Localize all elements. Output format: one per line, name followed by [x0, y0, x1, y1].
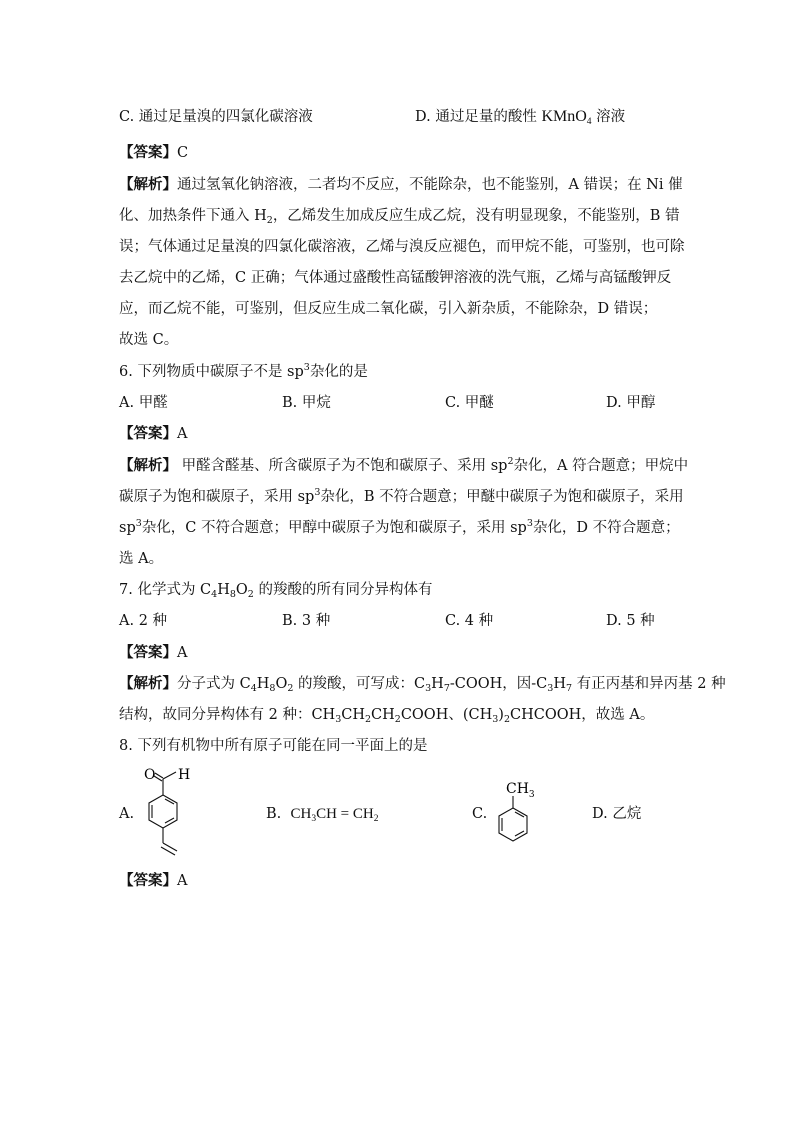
q6-analysis-line-1: 【解析】 甲醛含醛基、所含碳原子为不饱和碳原子、采用 $sp^2$杂化，A 符合题意；甲烷中 — [119, 456, 689, 474]
kmno4-formula: KMnO$_4$ — [541, 108, 592, 127]
q6-option-c: C. 甲醚 — [445, 395, 494, 411]
q5-answer — [119, 143, 188, 163]
q8-stem: 8. 下列有机物中所有原子可能在同一平面上的是 — [119, 738, 428, 754]
option-d-prefix: D. 通过足量的酸性 — [415, 109, 537, 125]
answer-label: 【答案】 — [119, 144, 177, 161]
q6-answer: 【答案】A — [119, 425, 188, 442]
q6-conclusion: 选 A。 — [119, 551, 164, 567]
option-d-kmno4 — [415, 107, 625, 127]
methyl-label: $CH_3$ — [506, 781, 535, 800]
q7-option-a: A. 2 种 — [119, 613, 168, 629]
q6-option-b: B. 甲烷 — [282, 395, 331, 411]
q5-analysis-line-1: 【解析】通过氢氧化钠溶液，二者均不反应，不能除杂，也不能鉴别，A 错误；在 Ni 催 — [119, 176, 683, 193]
q5-analysis-line-3: 误；气体通过足量溴的四氯化碳溶液，乙烯与溴反应褪色，而甲烷不能，可鉴别，也可除 — [119, 239, 685, 255]
q7-stem: 7. 化学式为 $C_4H_8O_2$ 的羧酸的所有同分异构体有 — [119, 582, 433, 600]
option-c-bromine-ccl4: C. 通过足量溴的四氯化碳溶液 — [119, 109, 313, 125]
q8-option-c-label: C. — [472, 806, 488, 822]
q6-option-a: A. 甲醛 — [119, 395, 168, 411]
toluene-structure — [493, 778, 543, 850]
q8-option-d: D. 乙烷 — [592, 806, 642, 822]
q7-option-b: B. 3 种 — [282, 613, 331, 629]
aldehyde-h: H — [178, 767, 191, 783]
q7-analysis-line-1: 【解析】分子式为 $C_4H_8O_2$ 的羧酸，可写成：$C_3H_7$-COOH，因$-C_3H_7$ 有正丙基和异丙基 2 种 — [119, 675, 726, 694]
q7-analysis-line-2: 结构，故同分异构体有 2 种：$CH_3CH_2CH_2COOH$、$(CH_3)_2CHCOOH$，故选 A。 — [119, 707, 655, 725]
q7-answer: 【答案】A — [119, 644, 188, 661]
q8-option-b: B. $CH_3CH = CH_2$ — [266, 806, 379, 824]
q8-option-a-label: A. — [119, 806, 135, 822]
q7-option-c: C. 4 种 — [445, 613, 494, 629]
q6-analysis-line-2: 碳原子为饱和碳原子，采用 $sp^3$杂化，B 不符合题意；甲醚中碳原子为饱和碳原子，采用 — [119, 487, 684, 505]
q8-answer: 【答案】A — [119, 872, 188, 889]
q7-option-d: D. 5 种 — [606, 613, 655, 629]
q5-analysis-line-5: 应，而乙烷不能，可鉴别，但反应生成二氧化碳，引入新杂质，不能除杂，D 错误； — [119, 301, 658, 317]
answer-value: C — [177, 145, 189, 161]
q6-analysis-line-3: $sp^3$杂化，C 不符合题意；甲醇中碳原子为饱和碳原子，采用 $sp^3$杂化，D 不符合题意； — [119, 518, 680, 536]
analysis-label: 【解析】 — [119, 176, 177, 193]
q6-stem: 6. 下列物质中碳原子不是 $sp^3$杂化的是 — [119, 362, 368, 380]
option-d-suffix: 溶液 — [596, 109, 626, 125]
q5-analysis-line-4: 去乙烷中的乙烯，C 正确；气体通过盛酸性高锰酸钾溶液的洗气瓶，乙烯与高锰酸钾反 — [119, 270, 672, 286]
q5-analysis-line-2: 化、加热条件下通入 $H_2$，乙烯发生加成反应生成乙烷，没有明显现象，不能鉴别，B 错 — [119, 208, 680, 226]
q6-option-d: D. 甲醇 — [606, 395, 656, 411]
aldehyde-o: O — [144, 767, 156, 783]
q5-conclusion: 故选 C。 — [119, 332, 179, 348]
vinylbenzaldehyde-structure — [138, 765, 208, 865]
